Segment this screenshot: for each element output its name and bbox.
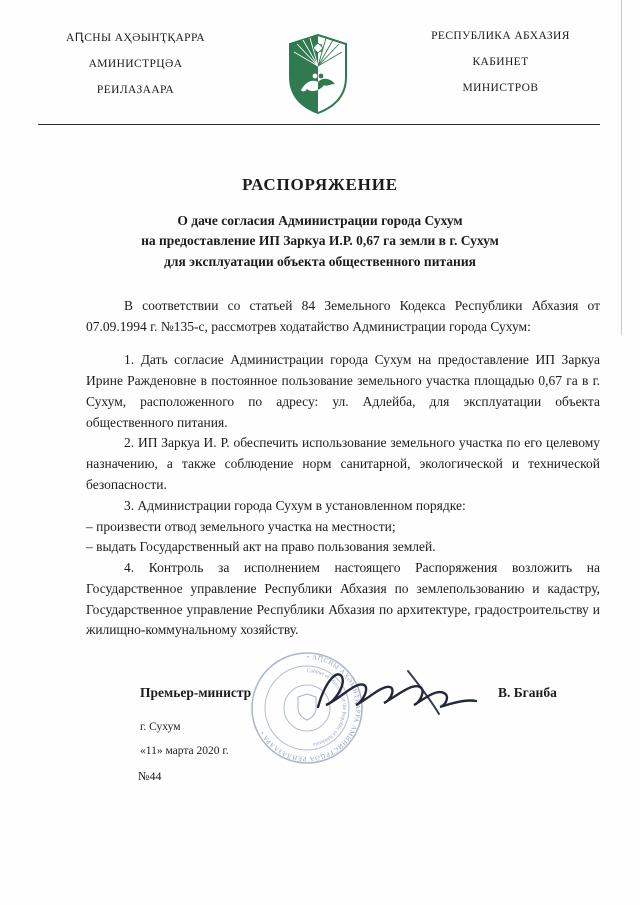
subject-line3: для эксплуатации объекта общественного питания bbox=[164, 253, 476, 269]
letterhead-abkhaz-line1: АԤСНЫ АҲӘЫНҬҚАРРА bbox=[66, 32, 205, 44]
signer-name: В. Бганба bbox=[498, 685, 557, 701]
stamp-inner-ring-text: Cabinet of Ministers of the Republic of Abkhazia bbox=[306, 668, 348, 748]
body-item-2: 2. ИП Заркуа И. Р. обеспечить использование земельного участка по его целевому назначению, а также соблюдение норм санитарной, экологической и технической безопасности. bbox=[86, 435, 600, 492]
body-item-3: 3. Администрации города Сухум в установленном порядке: bbox=[124, 497, 466, 513]
body-item-1: 1. Дать согласие Администрации города Сухум на предоставление ИП Заркуа Ирине Ражденовне в постоянное пользование земельного участка площадью 0,67 га в г. Сухум, расположенного по адресу: ул. Адлейба, для эксплуатации объекта общественного питания. bbox=[86, 352, 600, 430]
stamp-outer-ring-text: • АԤСНЫ АҲӘЫНҬҚАРРА АМИНИСТРЦӘА РЕИЛАЗААРА • bbox=[259, 654, 362, 763]
body-item-3b: – выдать Государственный акт на право пользования землей. bbox=[86, 539, 436, 555]
coat-of-arms-icon bbox=[283, 32, 353, 116]
letterhead-russian-line1: РЕСПУБЛИКА АБХАЗИЯ bbox=[431, 30, 570, 42]
signer-role: Премьер-министр bbox=[140, 685, 252, 701]
letterhead-divider bbox=[38, 124, 600, 125]
letterhead bbox=[0, 0, 640, 116]
handwritten-signature bbox=[312, 659, 484, 729]
letterhead-abkhaz bbox=[38, 30, 233, 110]
issue-date: «11» марта 2020 г. bbox=[140, 745, 229, 758]
letterhead-russian bbox=[403, 30, 598, 108]
body-item-4: 4. Контроль за исполнением настоящего Распоряжения возложить на Государственное управление Республики Абхазия по землепользованию и кадастру, Государственное управление Республики Абхазия по архитектуре, градостроительству и жилищно-коммунальному хозяйству. bbox=[86, 560, 600, 638]
document-number: №44 bbox=[138, 769, 162, 784]
issue-city: г. Сухум bbox=[140, 721, 181, 734]
document-title: РАСПОРЯЖЕНИЕ bbox=[242, 175, 398, 194]
letterhead-russian-line2: КАБИНЕТ bbox=[472, 56, 529, 68]
letterhead-abkhaz-line2: АМИНИСТРЦӘА bbox=[88, 58, 183, 70]
document-subject bbox=[0, 211, 640, 272]
letterhead-russian-line3: МИНИСТРОВ bbox=[462, 82, 539, 94]
body-item-3a: – произвести отвод земельного участка на местности; bbox=[86, 518, 396, 534]
document-body bbox=[86, 296, 600, 642]
scan-edge-line bbox=[621, 0, 622, 335]
signature-block bbox=[0, 654, 640, 895]
body-intro: В соответствии со статьей 84 Земельного Кодекса Республики Абхазия от 07.09.1994 г. №135-с, рассмотрев ходатайство Администрации города Сухум: bbox=[86, 297, 600, 334]
letterhead-abkhaz-line3: РЕИЛАЗААРА bbox=[96, 84, 175, 96]
abkhazia-coat-of-arms-svg bbox=[285, 32, 351, 116]
subject-line1: О даче согласия Администрации города Сухум bbox=[177, 213, 463, 228]
subject-line2: на предоставление ИП Заркуа И.Р. 0,67 га земли в г. Сухум bbox=[141, 233, 499, 249]
